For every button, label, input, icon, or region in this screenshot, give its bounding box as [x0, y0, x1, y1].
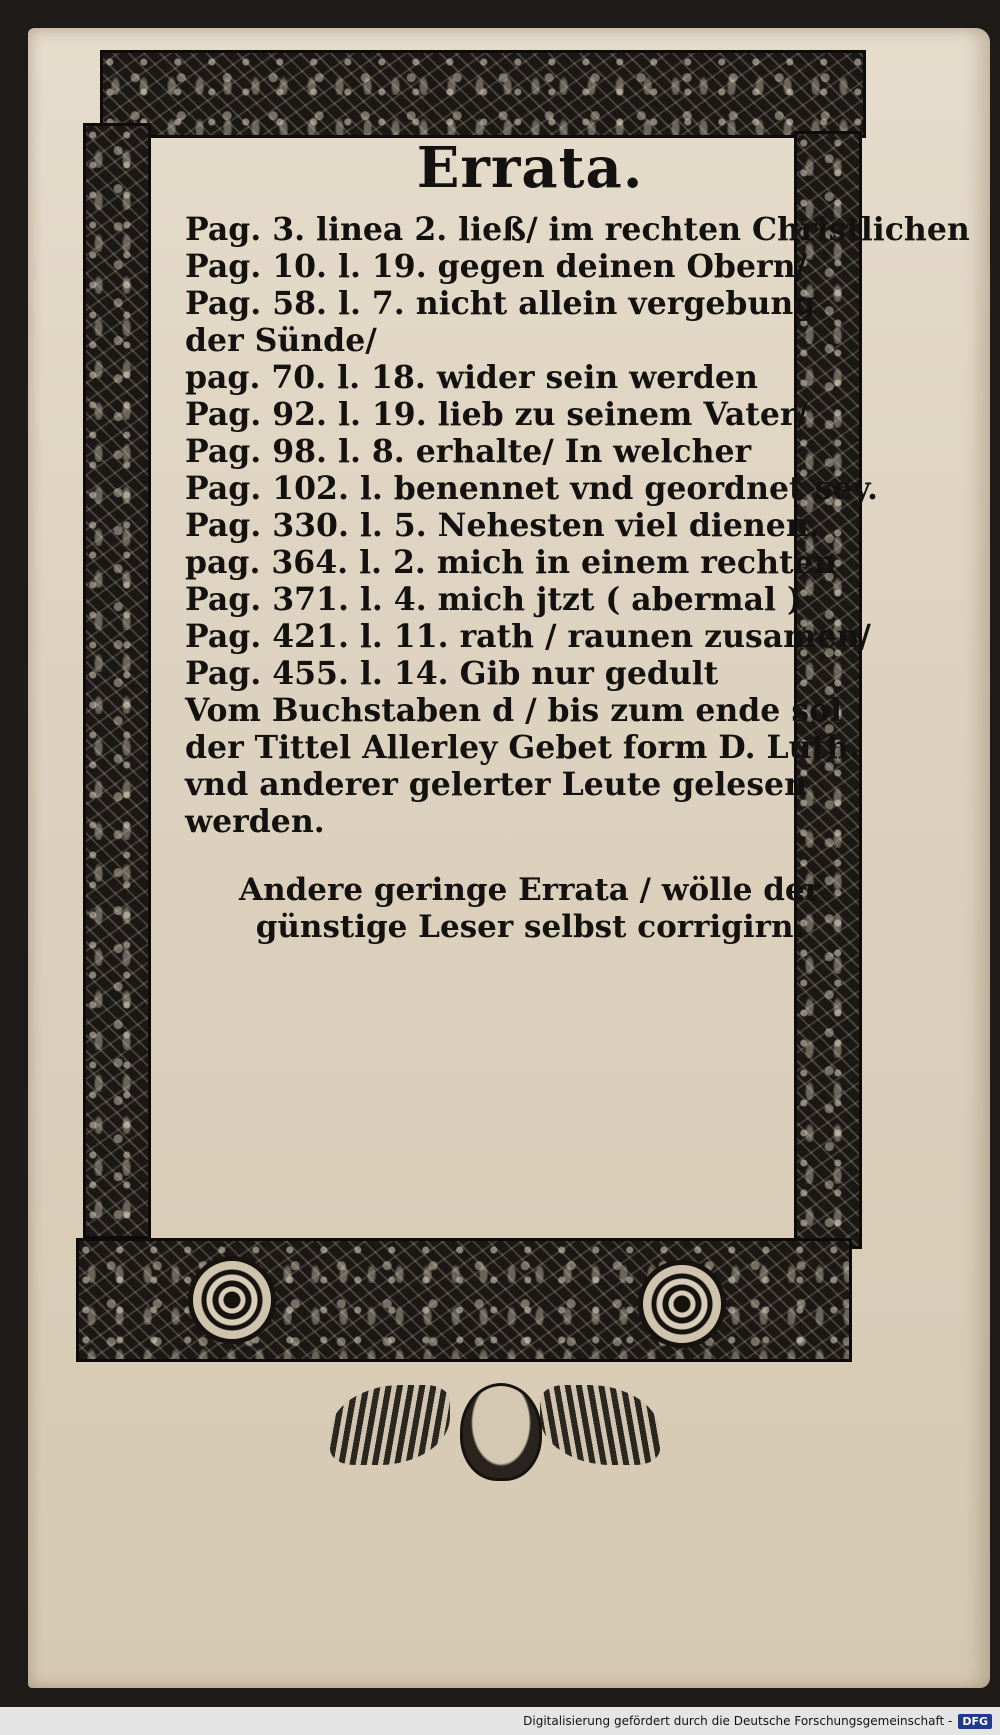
errata-entry: Pag. 455. l. 14. Gib nur gedult: [185, 655, 719, 692]
ornament-border-left: [83, 123, 151, 1239]
rosette-ornament-left: [188, 1256, 276, 1344]
errata-entry: Pag. 58. l. 7. nicht allein vergebung der Sünde/: [185, 285, 816, 359]
digitization-footer: [0, 1707, 1000, 1735]
errata-entry: Pag. 371. l. 4. mich jtzt ( abermal ): [185, 581, 802, 618]
dfg-logo: DFG: [958, 1714, 992, 1729]
errata-entry: Vom Buchstaben d / bis zum ende sol der Tittel Allerley Gebet form D. Luth. vnd anderer gelerter Leute gelesen werden.: [185, 692, 860, 840]
errata-entry: Pag. 421. l. 11. rath / raunen zusamen/: [185, 618, 871, 655]
errata-entry: Pag. 10. l. 19. gegen deinen Obern/: [185, 248, 808, 285]
errata-entry: pag. 70. l. 18. wider sein werden: [185, 359, 758, 396]
errata-text-block: [185, 135, 970, 977]
errata-entry: Pag. 330. l. 5. Nehesten viel dienen.: [185, 507, 820, 544]
page-title: Errata.: [416, 135, 644, 201]
errata-entry: Pag. 92. l. 19. lieb zu seinem Vater/: [185, 396, 809, 433]
ornament-border-top: [100, 50, 866, 138]
errata-entry: Pag. 102. l. benennet vnd geordnet sey.: [185, 470, 878, 507]
errata-entry: Pag. 98. l. 8. erhalte/ In welcher: [185, 433, 752, 470]
errata-list: [185, 211, 970, 840]
funding-credit: Digitalisierung gefördert durch die Deutsche Forschungsgemeinschaft -: [523, 1714, 953, 1728]
cherub-face-ornament: [460, 1383, 542, 1481]
errata-entry: pag. 364. l. 2. mich in einem rechten: [185, 544, 837, 581]
closing-note: Andere geringe Errata / wölle der günstige Leser selbst corrigirn.: [239, 872, 821, 945]
errata-entry: Pag. 3. linea 2. ließ/ im rechten Christlichen: [185, 211, 970, 248]
rosette-ornament-right: [638, 1260, 726, 1348]
